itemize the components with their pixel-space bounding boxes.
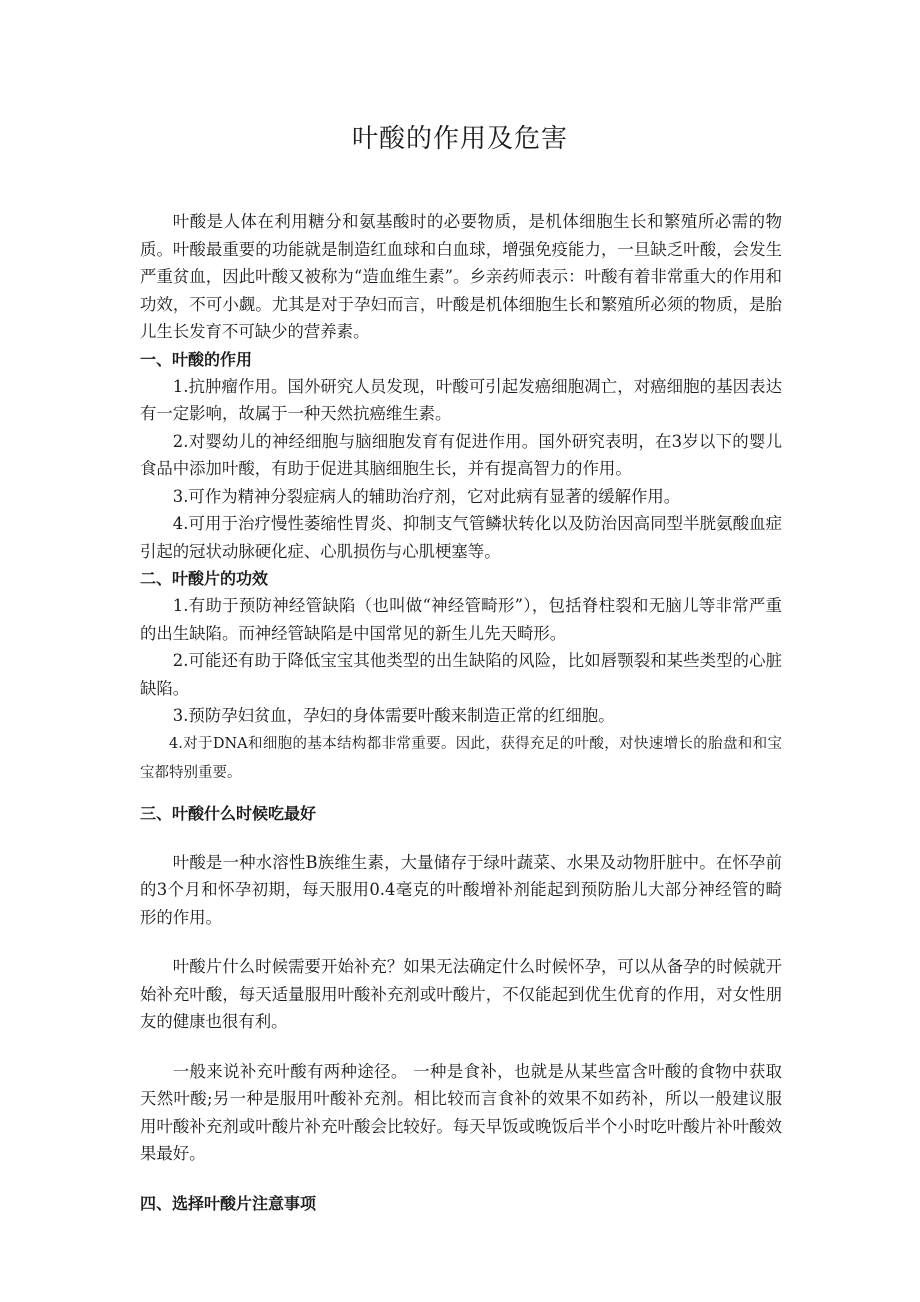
- section-heading-when-to-take: 三、叶酸什么时候吃最好: [140, 803, 317, 823]
- spacer: [140, 931, 782, 953]
- benefits-item-4: 4.对于DNA和细胞的基本结构都非常重要。因此，获得充足的叶酸，对快速增长的胎盘和和宝宝都特别重要。: [140, 735, 782, 781]
- document-body: [140, 208, 782, 1217]
- effects-item-2: 2.对婴幼儿的神经细胞与脑细胞发育有促进作用。国外研究表明，在3岁以下的婴儿食品中添加叶酸，有助于促进其脑细胞生长，并有提高智力的作用。: [140, 431, 782, 478]
- spacer: [140, 1036, 782, 1058]
- effects-item-4: 4.可用于治疗慢性萎缩性胃炎、抑制支气管鳞状转化以及防治因高同型半胱氨酸血症引起的冠状动脉硬化症、心肌损伤与心肌梗塞等。: [140, 514, 782, 561]
- when-paragraph-2: 叶酸片什么时候需要开始补充？如果无法确定什么时候怀孕，可以从备孕的时候就开始补充叶酸，每天适量服用叶酸补充剂或叶酸片，不仅能起到优生优育的作用，对女性朋友的健康也很有利。: [140, 957, 782, 1031]
- intro-paragraph: 叶酸是人体在利用糖分和氨基酸时的必要物质，是机体细胞生长和繁殖所必需的物质。叶酸最重要的功能就是制造红血球和白血球，增强免疫能力，一旦缺乏叶酸，会发生严重贫血，因此叶酸又被称为“造血维生素”。乡亲药师表示：叶酸有着非常重大的作用和功效，不可小觑。尤其是对于孕妇而言，叶酸是机体细胞生长和繁殖所必须的物质，是胎儿生长发育不可缺少的营养素。: [140, 212, 782, 341]
- section-heading-precautions: 四、选择叶酸片注意事项: [140, 1193, 317, 1213]
- benefits-item-1: 1.有助于预防神经管缺陷（也叫做“神经管畸形”），包括脊柱裂和无脑儿等非常严重的出生缺陷。而神经管缺陷是中国常见的新生儿先天畸形。: [140, 596, 782, 643]
- effects-item-3: 3.可作为精神分裂症病人的辅助治疗剂，它对此病有显著的缓解作用。: [172, 486, 681, 506]
- benefits-item-3: 3.预防孕妇贫血，孕妇的身体需要叶酸来制造正常的红细胞。: [172, 706, 615, 725]
- section-heading-tablet-benefits: 二、叶酸片的功效: [140, 569, 269, 588]
- page-title: 叶酸的作用及危害: [351, 124, 568, 154]
- spacer: [140, 1168, 782, 1190]
- effects-item-1: 1.抗肿瘤作用。国外研究人员发现，叶酸可引起发癌细胞凋亡，对癌细胞的基因表达有一定影响，故属于一种天然抗癌维生素。: [140, 376, 782, 423]
- spacer: [140, 788, 782, 800]
- spacer: [140, 827, 782, 849]
- when-paragraph-1: 叶酸是一种水溶性B族维生素，大量储存于绿叶蔬菜、水果及动物肝脏中。在怀孕前的3个月和怀孕初期，每天服用0.4毫克的叶酸增补剂能起到预防胎儿大部分神经管的畸形的作用。: [140, 852, 782, 927]
- when-paragraph-3: 一般来说补充叶酸有两种途径。 一种是食补，也就是从某些富含叶酸的食物中获取天然叶酸;另一种是服用叶酸补充剂。相比较而言食补的效果不如药补，所以一般建议服用叶酸补充剂或叶酸片补充叶酸会比较好。每天早饭或晚饭后半个小时吃叶酸片补叶酸效果最好。: [140, 1061, 782, 1163]
- section-heading-effects: 一、叶酸的作用: [140, 349, 253, 369]
- benefits-item-2: 2.可能还有助于降低宝宝其他类型的出生缺陷的风险，比如唇颚裂和某些类型的心脏缺陷。: [140, 651, 782, 698]
